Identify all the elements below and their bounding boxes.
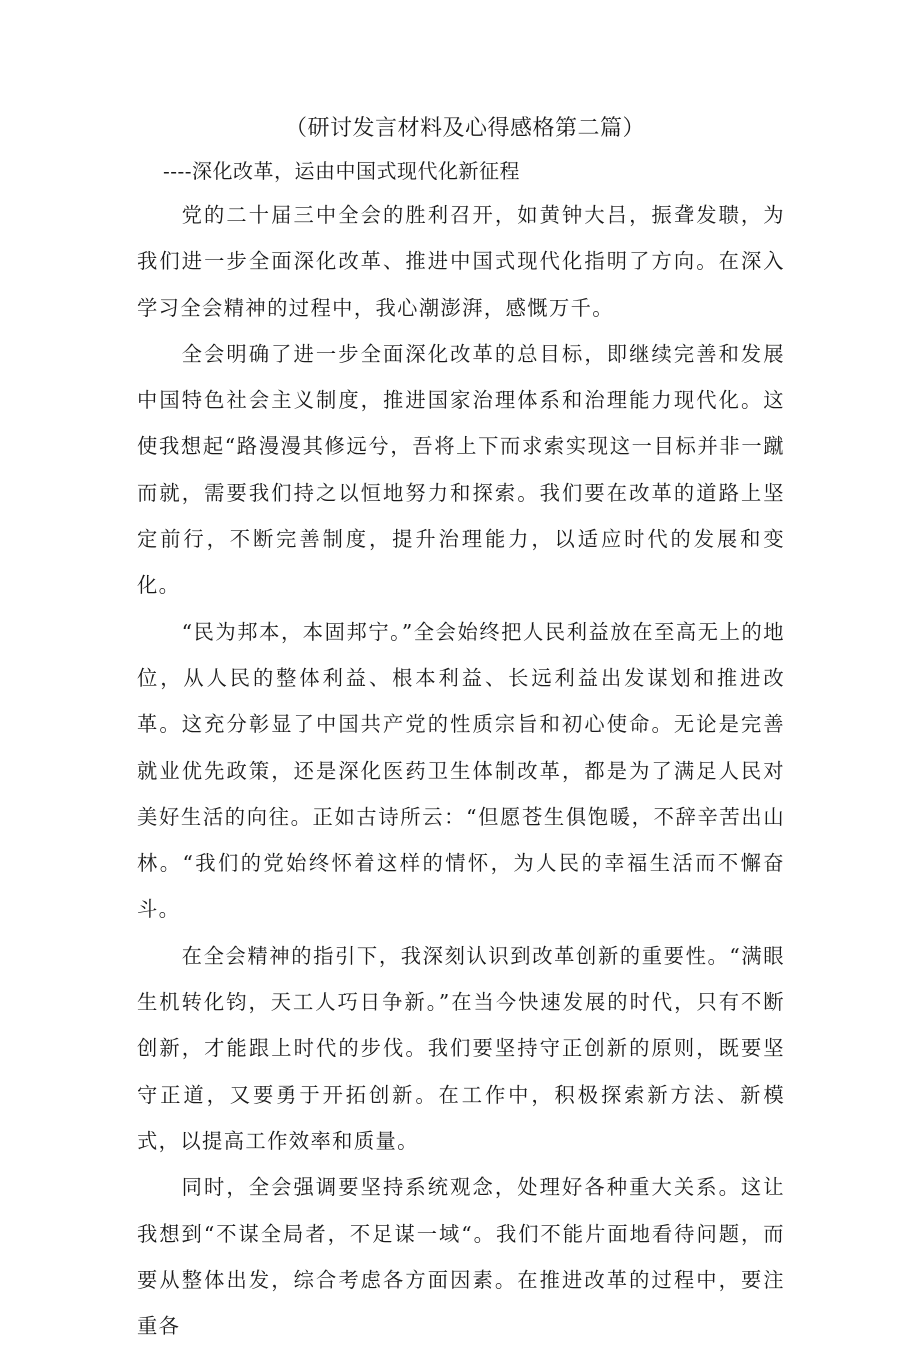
paragraph-1: 党的二十届三中全会的胜利召开，如黄钟大吕，振聋发聩，为我们进一步全面深化改革、推进中国式现代化指明了方向。在深入学习全会精神的过程中，我心潮澎湃，感慨万千。 [137,203,785,320]
document-page [137,112,785,1349]
document-title: （研讨发言材料及心得感格第二篇） [284,116,645,141]
document-subtitle: ----深化改革，运由中国式现代化新征程 [163,159,521,183]
paragraph-5: 同时，全会强调要坚持系统观念，处理好各种重大关系。这让我想到“不谋全局者，不足谋一域“。我们不能片面地看待问题，而要从整体出发，综合考虑各方面因素。在推进改革的过程中，要注重各 [137,1175,785,1339]
paragraph-3: “民为邦本，本固邦宁。”全会始终把人民利益放在至高无上的地位，从人民的整体利益、根本利益、长远利益出发谋划和推进改革。这充分彰显了中国共产党的性质宗旨和初心使命。无论是完善就业优先政策，还是深化医药卫生体制改革，都是为了满足人民对美好生活的向往。正如古诗所云：“但愿苍生俱饱暖，不辞辛苦出山林。“我们的党始终怀着这样的情怀，为人民的幸福生活而不懈奋斗。 [137,619,785,922]
paragraph-4: 在全会精神的指引下，我深刻认识到改革创新的重要性。“满眼生机转化钧，天工人巧日争新。”在当今快速发展的时代，只有不断创新，才能跟上时代的步伐。我们要坚持守正创新的原则，既要坚守正道，又要勇于开拓创新。在工作中，积极探索新方法、新模式，以提高工作效率和质量。 [137,943,785,1153]
paragraph-2: 全会明确了进一步全面深化改革的总目标，即继续完善和发展中国特色社会主义制度，推进国家治理体系和治理能力现代化。这使我想起“路漫漫其修远兮，吾将上下而求索实现这一目标并非一蹴而就，需要我们持之以恒地努力和探索。我们要在改革的道路上坚定前行，不断完善制度，提升治理能力，以适应时代的发展和变化。 [137,341,785,598]
